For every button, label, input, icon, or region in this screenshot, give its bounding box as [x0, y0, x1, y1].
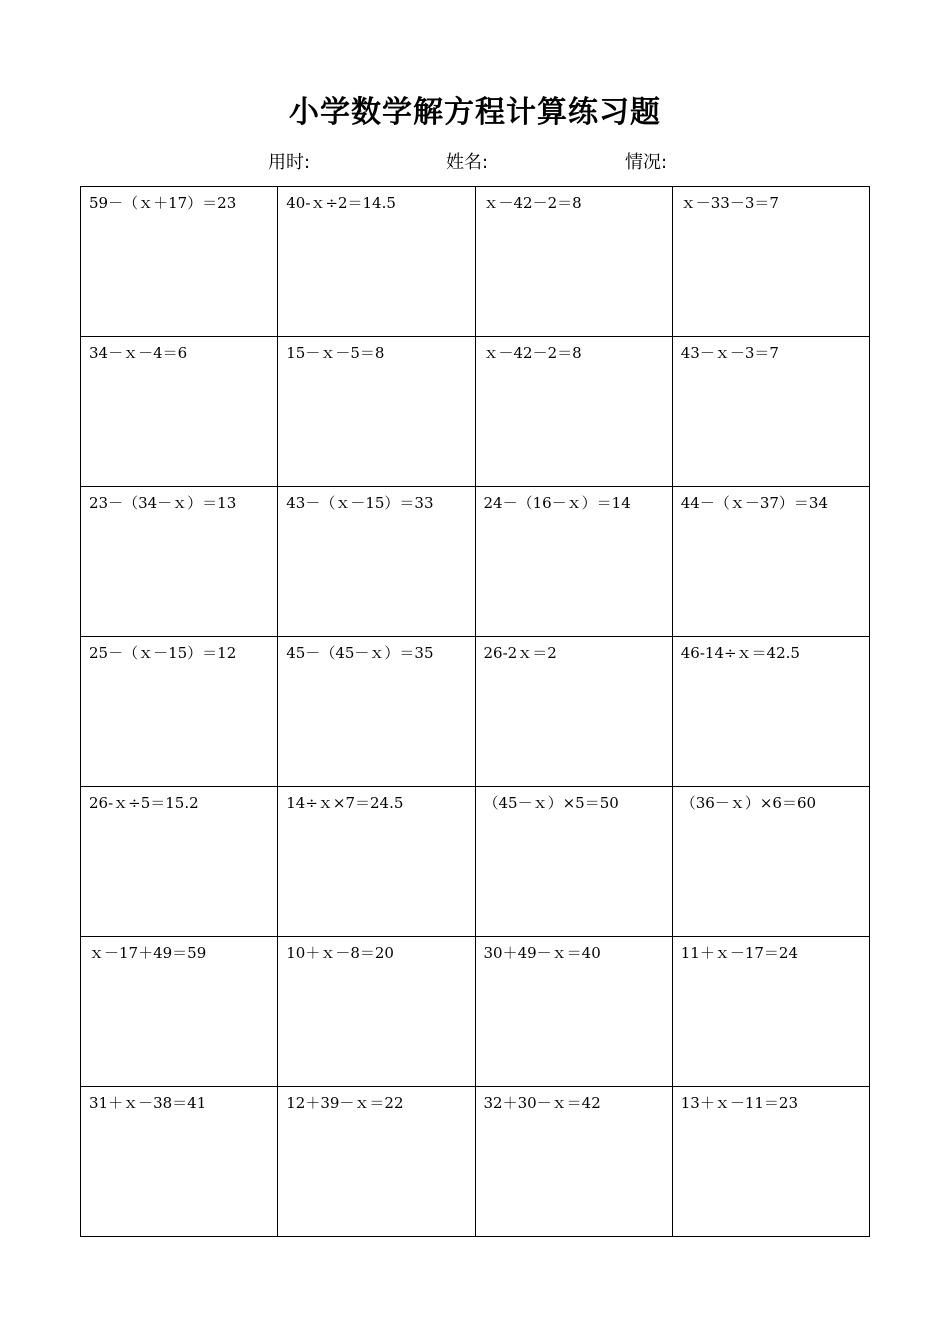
problem-cell: [278, 937, 475, 1087]
problem-text: 26-ｘ÷5＝15.2: [89, 794, 199, 812]
problem-cell: [81, 187, 278, 337]
problem-cell: [673, 937, 870, 1087]
problem-text: 43－ｘ－3＝7: [680, 344, 779, 362]
problem-text: 14÷ｘ×7＝24.5: [286, 794, 404, 812]
problem-text: 15－ｘ－5＝8: [286, 344, 385, 362]
problem-text: 34－ｘ－4＝6: [89, 344, 188, 362]
problem-text: 11＋ｘ－17＝24: [680, 944, 799, 962]
problem-cell: [476, 487, 673, 637]
page-title: 小学数学解方程计算练习题: [289, 95, 661, 130]
problem-text: ｘ－17＋49＝59: [89, 944, 207, 962]
problem-text: 24－（16－ｘ）＝14: [483, 494, 631, 512]
problem-text: （36－ｘ）×6＝60: [680, 794, 817, 812]
problem-cell: [673, 187, 870, 337]
problem-grid: [80, 186, 870, 1237]
problem-text: ｘ－42－2＝8: [483, 194, 582, 212]
problem-cell: [278, 1087, 475, 1237]
problem-cell: [278, 637, 475, 787]
problem-cell: [278, 337, 475, 487]
problem-cell: [81, 337, 278, 487]
problem-cell: [476, 787, 673, 937]
problem-cell: [673, 1087, 870, 1237]
problem-cell: [476, 937, 673, 1087]
problem-cell: [278, 487, 475, 637]
problem-cell: [673, 487, 870, 637]
problem-cell: [81, 787, 278, 937]
problem-text: 32＋30－ｘ＝42: [483, 1094, 601, 1112]
time-label: 用时:: [268, 152, 311, 173]
problem-text: 45－（45－ｘ）＝35: [286, 644, 434, 662]
problem-text: 10＋ｘ－8＝20: [286, 944, 394, 962]
problem-cell: [278, 187, 475, 337]
problem-text: 23－（34－ｘ）＝13: [89, 494, 237, 512]
problem-text: 30＋49－ｘ＝40: [483, 944, 601, 962]
problem-cell: [476, 187, 673, 337]
problem-cell: [673, 337, 870, 487]
problem-text: 13＋ｘ－11＝23: [680, 1094, 799, 1112]
problem-cell: [81, 637, 278, 787]
status-label: 情况:: [625, 152, 668, 173]
problem-cell: [476, 1087, 673, 1237]
problem-text: 31＋ｘ－38＝41: [89, 1094, 207, 1112]
problem-text: 59－（ｘ＋17）＝23: [89, 194, 237, 212]
problem-text: 40-ｘ÷2＝14.5: [286, 194, 396, 212]
problem-text: ｘ－42－2＝8: [483, 344, 582, 362]
problem-cell: [81, 1087, 278, 1237]
problem-text: 46-14÷ｘ＝42.5: [680, 644, 800, 662]
problem-text: ｘ－33－3＝7: [680, 194, 779, 212]
problem-text: 12＋39－ｘ＝22: [286, 1094, 404, 1112]
problem-cell: [81, 937, 278, 1087]
problem-text: （45－ｘ）×5＝50: [483, 794, 619, 812]
problem-cell: [673, 637, 870, 787]
problem-text: 25－（ｘ－15）＝12: [89, 644, 237, 662]
problem-cell: [476, 637, 673, 787]
problem-text: 44－（ｘ－37）＝34: [680, 494, 829, 512]
problem-text: 43－（ｘ－15）＝33: [286, 494, 434, 512]
problem-cell: [476, 337, 673, 487]
problem-cell: [278, 787, 475, 937]
problem-cell: [673, 787, 870, 937]
problem-cell: [81, 487, 278, 637]
info-row: [0, 150, 950, 176]
problem-text: 26-2ｘ＝2: [483, 644, 557, 662]
name-label: 姓名:: [446, 152, 489, 173]
